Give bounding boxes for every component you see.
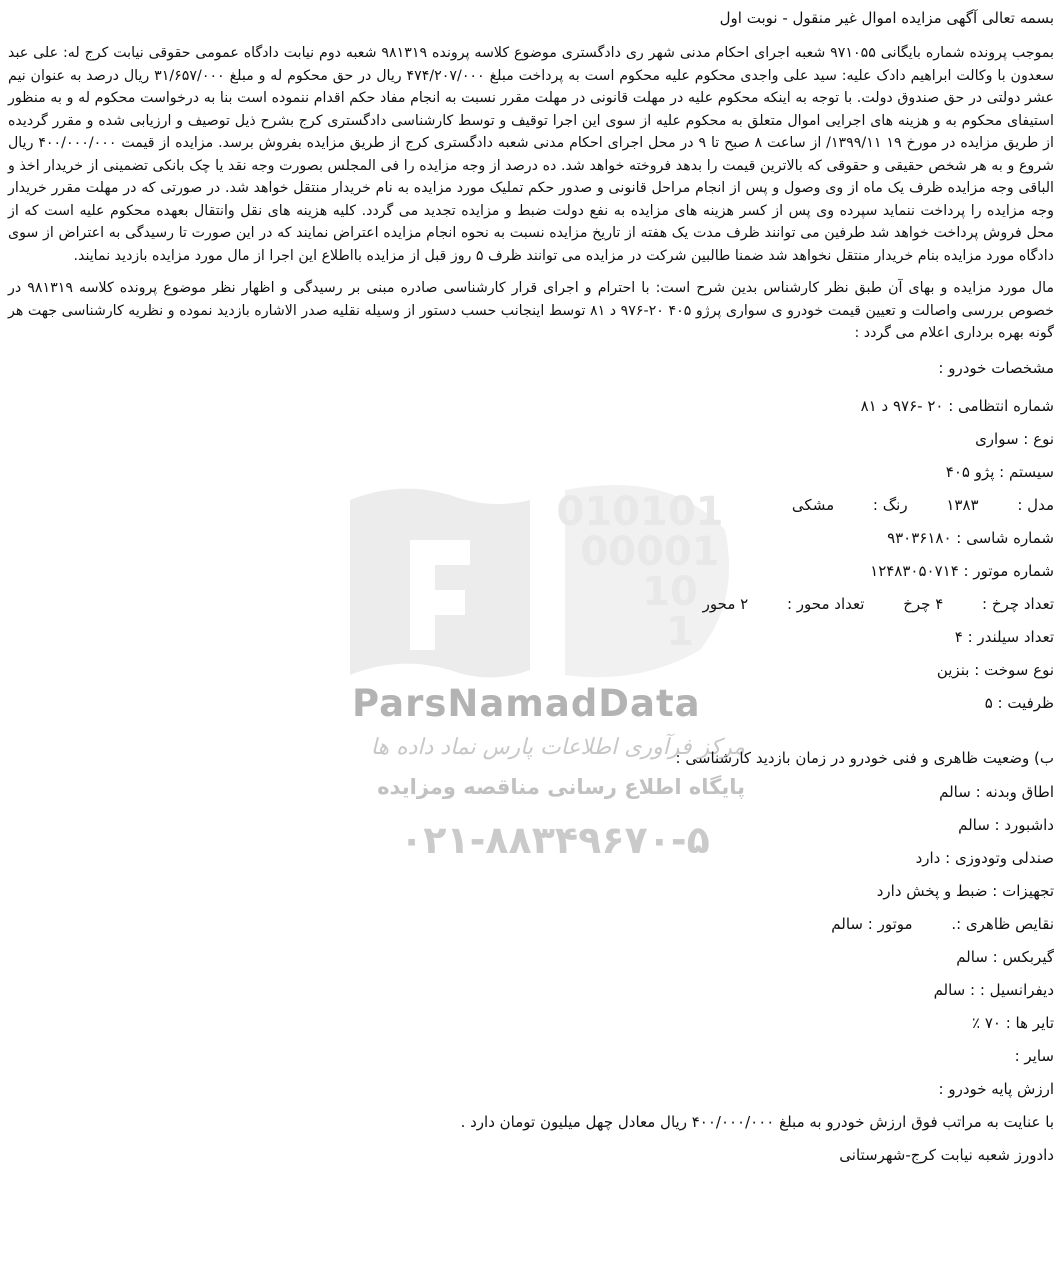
condition-gearbox: گیربکس : سالم bbox=[956, 947, 1054, 966]
spec-type: نوع : سواری bbox=[975, 429, 1054, 448]
condition-differential: دیفرانسیل : : سالم bbox=[933, 980, 1054, 999]
spec-color-value: مشکی bbox=[791, 495, 835, 514]
condition-other: سایر : bbox=[1014, 1046, 1054, 1065]
subject-paragraph: مال مورد مزایده و بهای آن طبق نظر کارشناس بدین شرح است: با احترام و اجرای قرار کارشناسی صادره مبنی بر رسیدگی و اظهار نظر موضوع پرونده کلاسه ۹۸۱۳۱۹ در خصوص بررسی واصالت و تعیین قیمت خودرو ی سواری پرژو ۴۰۵ ۲۰-۹۷۶ د ۸۱ توسط اینجانب حسب دستور از وسیله نقلیه صدر الاشاره بازدید نموده و نظریه کارشناسی جهت هر گونه بهره برداری اعلام می گردد : bbox=[8, 280, 1055, 341]
condition-dashboard: داشبورد : سالم bbox=[958, 815, 1054, 834]
condition-base-value: ارزش پایه خودرو : bbox=[938, 1079, 1054, 1098]
spec-engine: شماره موتور : ۱۲۴۸۳۰۵۰۷۱۴ bbox=[870, 561, 1054, 580]
condition-tires: تایر ها : ۷۰ ٪ bbox=[972, 1013, 1054, 1032]
condition-defects bbox=[8, 911, 1054, 944]
svg-text:1: 1 bbox=[666, 609, 694, 655]
spec-fuel: نوع سوخت : بنزین bbox=[936, 660, 1054, 679]
spec-model-color bbox=[8, 492, 1054, 525]
specs-heading: مشخصات خودرو : bbox=[938, 358, 1054, 377]
spec-wheels-axles bbox=[8, 591, 1054, 624]
spec-wheels-label: تعداد چرخ : bbox=[982, 594, 1054, 613]
condition-heading: ب) وضعیت ظاهری و فنی خودرو در زمان بازدید کارشناسی : bbox=[675, 748, 1054, 767]
spec-model-value: ۱۳۸۳ bbox=[946, 495, 979, 514]
watermark-company: مرکز فرآوری اطلاعات پارس نماد داده ها bbox=[370, 735, 745, 760]
condition-seats: صندلی وتودوزی : دارد bbox=[915, 848, 1054, 867]
condition-cabin: اطاق وبدنه : سالم bbox=[939, 782, 1054, 801]
spec-axles-value: ۲ محور bbox=[702, 594, 749, 613]
condition-defects-label: نقایص ظاهری :. bbox=[951, 914, 1054, 933]
watermark-portal: پایگاه اطلاع رسانی مناقصه ومزایده bbox=[377, 775, 745, 799]
notice-title: بسمه تعالی آگهی مزایده اموال غیر منقول - نوبت اول bbox=[719, 9, 1054, 27]
spec-color-label: رنگ : bbox=[872, 495, 908, 514]
condition-equipment: تجهیزات : ضبط و پخش دارد bbox=[876, 881, 1054, 900]
notice-document bbox=[8, 6, 1054, 1175]
signature-line: دادورز شعبه نیابت کرج-شهرستانی bbox=[839, 1145, 1054, 1164]
spec-model-label: مدل : bbox=[1017, 495, 1054, 514]
condition-conclusion: با عنایت به مراتب فوق ارزش خودرو به مبلغ ۴۰۰/۰۰۰/۰۰۰ ریال معادل چهل میلیون تومان دارد . bbox=[460, 1112, 1054, 1131]
spec-cylinders: تعداد سیلندر : ۴ bbox=[954, 627, 1054, 646]
spec-wheels-value: ۴ چرخ bbox=[903, 594, 944, 613]
spec-chassis: شماره شاسی : ۹۳۰۳۶۱۸۰ bbox=[887, 528, 1054, 547]
watermark-phone: ۰۲۱-۸۸۳۴۹۶۷۰-۵ bbox=[400, 818, 710, 862]
svg-text:010101: 010101 bbox=[556, 489, 724, 535]
spec-axles-label: تعداد محور : bbox=[786, 594, 865, 613]
condition-defects-value: موتور : سالم bbox=[831, 914, 913, 933]
spec-plate: شماره انتظامی : ۲۰ -۹۷۶ د ۸۱ bbox=[860, 396, 1054, 415]
svg-text:10: 10 bbox=[642, 569, 698, 615]
intro-paragraph: بموجب پرونده شماره بایگانی ۹۷۱۰۵۵ شعبه اجرای احکام مدنی شهر ری دادگستری موضوع کلاسه پرونده ۹۸۱۳۱۹ شعبه دوم نیابت دادگاه عمومی حقوقی نیابت کرج له: علی عبد سعدون با وکالت ابراهیم دادک علیه: سید علی واجدی محکوم علیه محکوم است به پرداخت مبلغ ۴۷۴/۲۰۷/۰۰۰ ریال در حق محکوم له و مبلغ ۳۱/۶۵۷/۰۰۰ ریال درصد به عنوان نیم عشر دولتی در حق صندوق دولت. با توجه به اینکه محکوم علیه در مهلت قانونی در مهلت مقرر نسبت به انجام مفاد حکم اقدام ننموده است بنا به درخواست محکوم له و به منظور استیفای محکوم به و هزینه های اجرایی اموال متعلق به محکوم علیه از سوی این اجرا توقیف و توسط کارشناسی دادگستری کرج بشرح ذیل توصیف و ارزیابی شده و مقرر گردیده از طریق مزایده در مورخ ۱۹ ۱۳۹۹/۱۱/ از ساعت ۸ صبح تا ۹ در محل اجرای احکام مدنی شعبه دادگستری کرج از طریق مزایده بفروش برسد. مزایده از قیمت ۴۰۰/۰۰۰/۰۰۰ ریال شروع و به هر شخص حقیقی و حقوقی که بالاترین قیمت را بدهد فروخته خواهد شد. ده درصد از وجه مزایده را فی المجلس بصورت وجه نقد یا چک بانکی تضمینی از خریدار اخذ و الباقی وجه مزایده ظرف یک ماه از وی وصول و پس از انجام مراحل قانونی و صدور حکم تملیک مورد مزایده به نام خریدار منتقل خواهد شد. در صورتی که در مهلت مقرر خریدار وجه مزایده را پرداخت ننماید سپرده وی پس از کسر هزینه های مزایده به نفع دولت ضبط و مزایده تجدید می گردد. کلیه هزینه های نقل وانتقال بعهده محکوم علیه است که از محل فروش پرداخت خواهد شد طرفین می توانند ظرف مدت یک هفته از تاریخ مزایده نسبت به نحوه انجام مزایده اعتراض نمایند که در این صورت تا رسیدگی به اعتراض از سوی دادگاه مورد مزایده بنام خریدار منتقل نخواهد شد ضمنا طالبین شرکت در مزایده می توانند ظرف ۵ روز قبل از مزایده بااطلاع این اجرا از مال مورد مزایده بازدید نمایند. bbox=[8, 45, 1054, 264]
spec-capacity: ظرفیت : ۵ bbox=[984, 693, 1054, 712]
watermark-brand: ParsNamadData bbox=[352, 682, 701, 725]
svg-text:00001: 00001 bbox=[580, 529, 720, 575]
spec-system: سیستم : پژو ۴۰۵ bbox=[945, 462, 1054, 481]
